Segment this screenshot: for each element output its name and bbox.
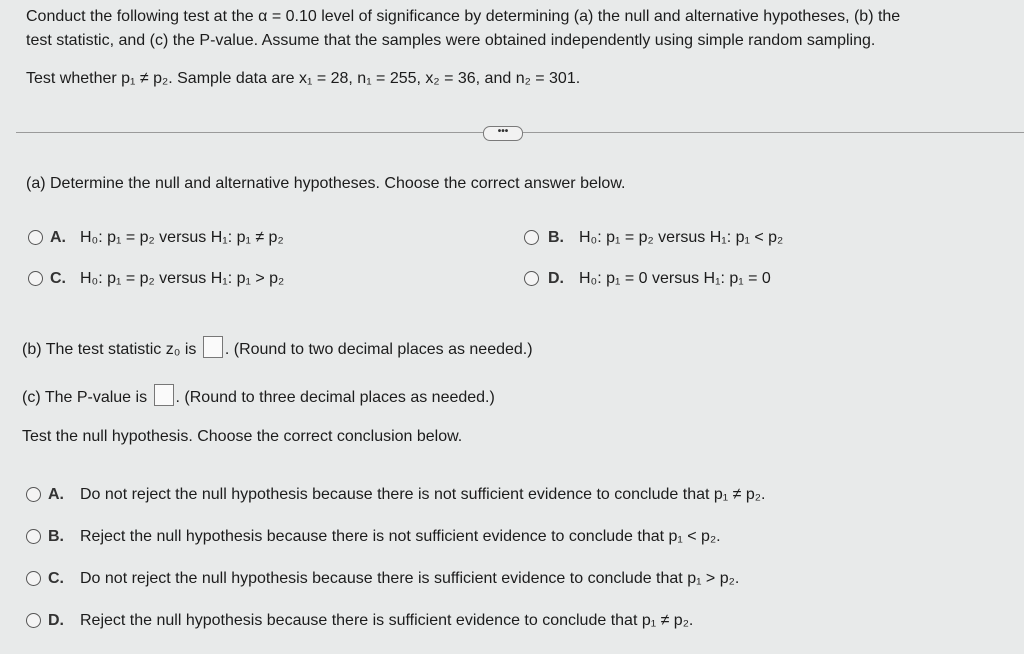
radio-button[interactable] (26, 529, 41, 544)
option-letter: D. (548, 270, 564, 287)
option-text: Do not reject the null hypothesis because there is not sufficient evidence to conclude that p₁ ≠ p₂. (80, 486, 766, 503)
question-intro-line2: test statistic, and (c) the P-value. Assume that the samples were obtained independently using simple random sampling. (26, 32, 876, 49)
conclusion-prompt: Test the null hypothesis. Choose the correct conclusion below. (22, 428, 463, 445)
part-c-label: (c) The P-value is (22, 389, 148, 406)
part-c-hint: . (Round to three decimal places as needed.) (175, 389, 495, 406)
radio-button[interactable] (28, 271, 43, 286)
option-text: H₀: p₁ = p₂ versus H₁: p₁ ≠ p₂ (80, 229, 284, 246)
option-letter: C. (50, 270, 66, 287)
option-letter: A. (48, 486, 64, 503)
option-text: H₀: p₁ = 0 versus H₁: p₁ = 0 (579, 270, 771, 287)
option-text: Reject the null hypothesis because there is not sufficient evidence to conclude that p₁ < p₂. (80, 528, 721, 545)
test-statistic-input[interactable] (203, 336, 223, 358)
option-letter: A. (50, 229, 66, 246)
option-letter: C. (48, 570, 64, 587)
option-text: Do not reject the null hypothesis because there is sufficient evidence to conclude that p₁ > p₂. (80, 570, 740, 587)
radio-button[interactable] (26, 613, 41, 628)
part-c-row (22, 384, 495, 407)
radio-button[interactable] (524, 271, 539, 286)
part-a-prompt: (a) Determine the null and alternative hypotheses. Choose the correct answer below. (26, 175, 626, 192)
p-value-input[interactable] (154, 384, 174, 406)
radio-button[interactable] (28, 230, 43, 245)
part-b-row (22, 336, 533, 359)
option-text: H₀: p₁ = p₂ versus H₁: p₁ > p₂ (80, 270, 285, 287)
part-b-label: (b) The test statistic z₀ is (22, 341, 197, 358)
option-letter: B. (548, 229, 564, 246)
radio-button[interactable] (26, 571, 41, 586)
radio-button[interactable] (524, 230, 539, 245)
test-statement: Test whether p₁ ≠ p₂. Sample data are x₁ = 28, n₁ = 255, x₂ = 36, and n₂ = 301. (26, 70, 581, 87)
option-text: Reject the null hypothesis because there is sufficient evidence to conclude that p₁ ≠ p₂. (80, 612, 694, 629)
option-letter: B. (48, 528, 64, 545)
part-b-hint: . (Round to two decimal places as needed.) (224, 341, 533, 358)
question-intro-line1: Conduct the following test at the α = 0.10 level of significance by determining (a) the null and alternative hypotheses, (b) the (26, 8, 901, 25)
expand-more-button[interactable]: ••• (483, 126, 523, 141)
option-text: H₀: p₁ = p₂ versus H₁: p₁ < p₂ (579, 229, 784, 246)
option-letter: D. (48, 612, 64, 629)
radio-button[interactable] (26, 487, 41, 502)
